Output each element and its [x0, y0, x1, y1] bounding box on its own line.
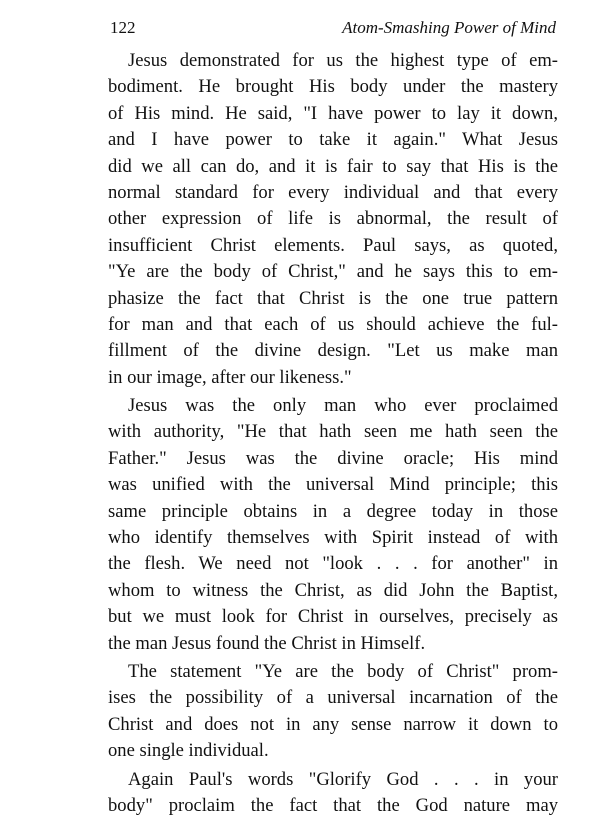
text-line: Father." Jesus was the divine oracle; His mind — [108, 447, 558, 469]
text-line: insufficient Christ elements. Paul says, as quoted, — [108, 234, 558, 256]
text-line: did we all can do, and it is fair to say that His is the — [108, 155, 558, 177]
text-line: "Ye are the body of Christ," and he says this to em- — [108, 261, 558, 283]
text-line: who identify themselves with Spirit instead of with — [108, 527, 558, 549]
text-line: fillment of the divine design. "Let us make man — [108, 340, 558, 362]
text-line: but we must look for Christ in ourselves, precisely as — [108, 606, 558, 628]
text-line: whom to witness the Christ, as did John the Baptist, — [108, 579, 558, 601]
text-line: phasize the fact that Christ is the one true pattern — [108, 287, 558, 309]
text-line: was unified with the universal Mind principle; this — [108, 474, 558, 496]
text-line: bodiment. He brought His body under the mastery — [108, 76, 558, 98]
text-line: ises the possibility of a universal incarnation of the — [108, 687, 558, 709]
text-line: of His mind. He said, "I have power to lay it down, — [108, 102, 558, 124]
text-line: Jesus was the only man who ever proclaimed — [128, 395, 558, 417]
running-title: Atom-Smashing Power of Mind — [342, 18, 556, 37]
text-line: for man and that each of us should achieve the ful- — [108, 313, 558, 335]
text-line: with authority, "He that hath seen me hath seen the — [108, 421, 558, 443]
text-line: in our image, after our likeness." — [108, 366, 352, 388]
body-text — [108, 48, 558, 821]
paragraph — [108, 393, 558, 657]
page-number: 122 — [110, 18, 136, 37]
paragraph — [108, 659, 558, 765]
text-line: body" proclaim the fact that the God nature may — [108, 794, 558, 816]
text-line: other expression of life is abnormal, the result of — [108, 208, 558, 230]
page-header — [110, 18, 556, 42]
text-line: and I have power to take it again." What Jesus — [108, 129, 558, 151]
text-line: normal standard for every individual and that every — [108, 181, 558, 203]
text-line: the man Jesus found the Christ in Himself. — [108, 632, 426, 654]
paragraph — [108, 767, 558, 820]
text-line: same principle obtains in a degree today in those — [108, 500, 558, 522]
paragraph — [108, 48, 558, 391]
text-line: one single individual. — [108, 740, 269, 762]
text-line: the flesh. We need not "look . . . for another" in — [108, 553, 558, 575]
text-line: The statement "Ye are the body of Christ" prom- — [128, 660, 558, 682]
text-line: Christ and does not in any sense narrow it down to — [108, 713, 558, 735]
text-line: Jesus demonstrated for us the highest type of em- — [128, 50, 558, 71]
text-line: Again Paul's words "Glorify God . . . in your — [128, 768, 558, 790]
